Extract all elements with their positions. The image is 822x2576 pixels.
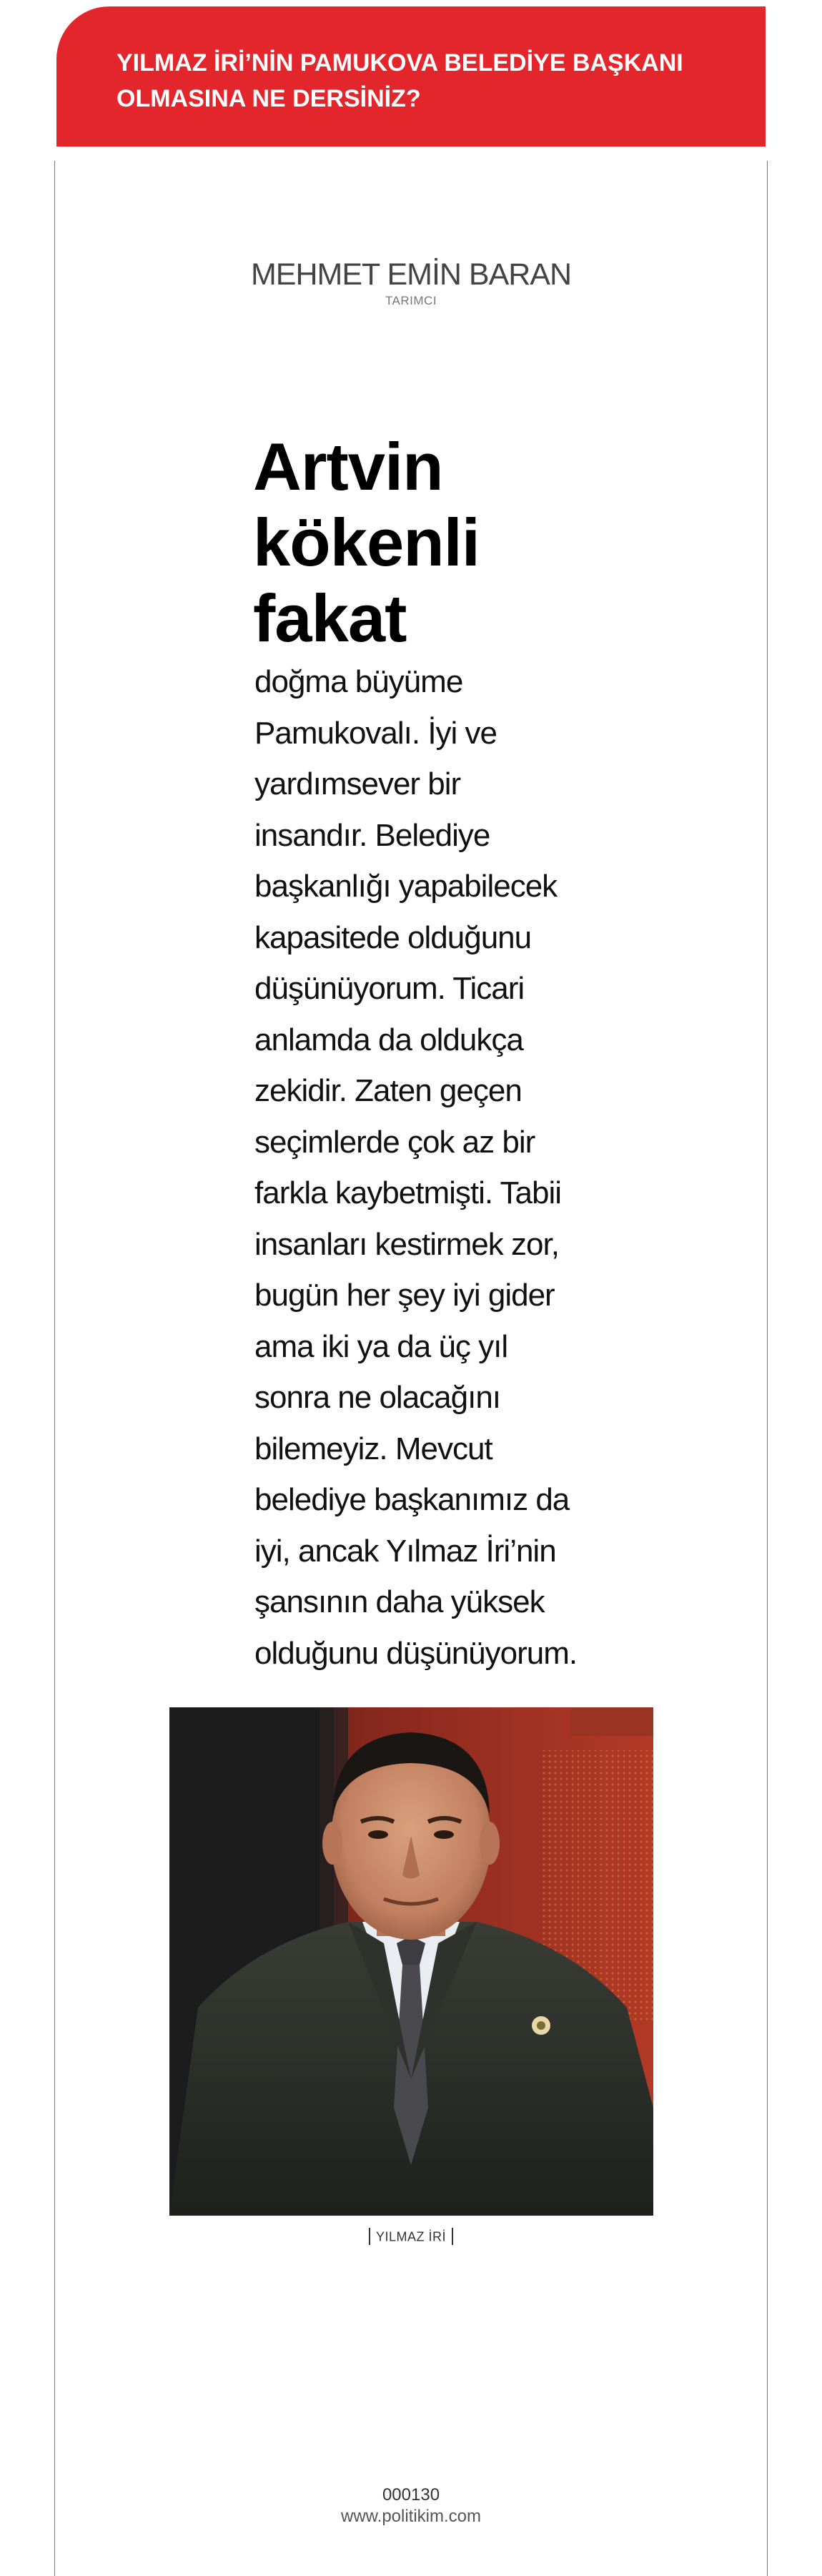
author-role: TARIMCI xyxy=(385,294,437,307)
caption-left-bar xyxy=(369,2228,370,2245)
headline-banner xyxy=(56,6,766,147)
article-body xyxy=(253,429,589,1679)
article-lead: Artvin kökenli fakat xyxy=(253,429,480,656)
page-frame-left-rule xyxy=(54,161,55,2576)
caption-text: YILMAZ İRİ xyxy=(375,2229,446,2244)
portrait-photo xyxy=(169,1707,653,2216)
article-text: doğma büyüme Pamukovalı. İyi ve yardımsever bir insandır. Belediye başkanlığı yapabilecek kapasitede olduğunu düşünüyorum. Ticari anlamda da oldukça zekidir. Zaten geçen seçimlerde çok az bir farkla kaybetmişti. Tabii insanları kestirmek zor, bugün her şey iyi gider ama iki ya da üç yıl sonra ne olacağını bilemeyiz. Mevcut belediye başkanımız da iyi, ancak Yılmaz İri’nin şansının daha yüksek olduğunu düşünüyorum. xyxy=(254,664,578,1671)
page-number: 000130 xyxy=(382,2485,440,2505)
author-block xyxy=(55,256,767,309)
photo-caption xyxy=(55,2225,767,2247)
page-frame-right-rule xyxy=(767,161,768,2576)
page-footer xyxy=(55,2484,767,2527)
caption-right-bar xyxy=(452,2228,453,2245)
headline-title: YILMAZ İRİ’NİN PAMUKOVA BELEDİYE BAŞKANI OLMASINA NE DERSİNİZ? xyxy=(117,49,683,112)
site-url: www.politikim.com xyxy=(340,2507,482,2526)
author-name: MEHMET EMİN BARAN xyxy=(250,257,572,292)
